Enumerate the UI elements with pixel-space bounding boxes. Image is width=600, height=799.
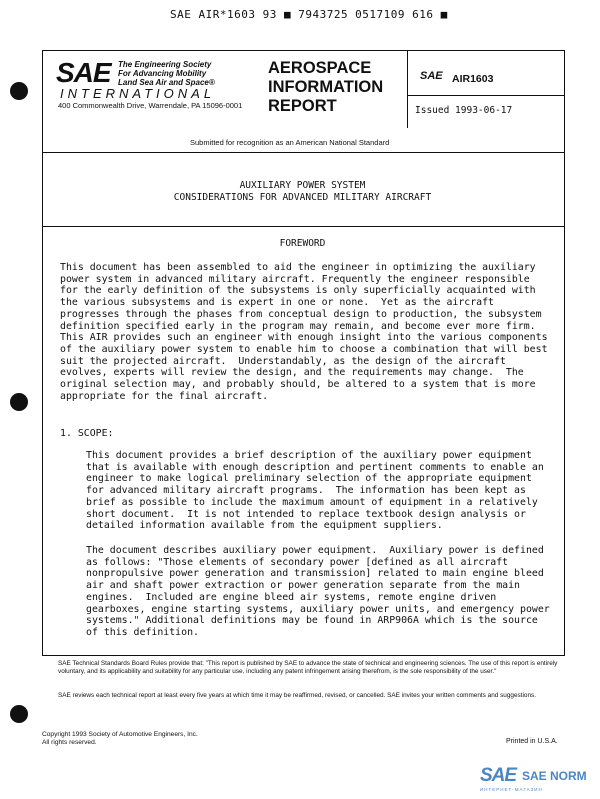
document-number: AIR1603 — [452, 73, 494, 85]
punch-hole — [10, 705, 28, 723]
report-title-line: AEROSPACE — [268, 59, 372, 77]
scope-heading: 1. SCOPE: — [60, 428, 114, 439]
title-divider — [42, 226, 565, 227]
sae-address: 400 Commonwealth Drive, Warrendale, PA 15096-0001 — [58, 101, 243, 110]
doc-number-divider — [407, 95, 565, 96]
punch-hole — [10, 393, 28, 411]
stamp-sae-logo: SAE — [480, 765, 517, 786]
stamp-subtitle: ИНТЕРНЕТ-МАГАЗИН — [480, 787, 543, 792]
top-document-code: SAE AIR*1603 93 ■ 7943725 0517109 616 ■ — [170, 8, 448, 21]
stamp-norm-text: SAE NORM — [522, 769, 587, 783]
sae-small-logo: SAE — [420, 70, 443, 82]
tagline-line: The Engineering Society — [118, 60, 212, 69]
report-title-line: INFORMATION — [268, 78, 384, 96]
punch-hole — [10, 82, 28, 100]
scope-paragraph-2: The document describes auxiliary power equipment. Auxiliary power is defined as follows: "Those elements of secondary power [defined as all aircraft nonpropulsive power generation and transmission] related to main engine bleed air and shaft power extraction or power generation separate from the main engines. Included are engine bleed air systems, remote engine driven gearboxes, engine starting systems, auxiliary power units, and emergency power systems." Additional definitions may be found in ARP906A which is the source of this definition. — [86, 545, 550, 638]
printed-in: Printed in U.S.A. — [506, 738, 558, 745]
sae-norm-watermark — [480, 765, 595, 793]
tagline-line: Land Sea Air and Space® — [118, 78, 215, 87]
review-policy: SAE reviews each technical report at least every five years at which time it may be reaffirmed, revised, or cancelled. SAE invites your written comments and suggestions. — [58, 692, 536, 699]
copyright-line: All rights reserved. — [42, 739, 97, 746]
sae-logo-mark: SAE — [56, 57, 111, 88]
scope-paragraph-1: This document provides a brief description of the auxiliary power equipment that is available with enough description and pertinent comments to enable an engineer to make logical preliminary selection of the appropriate equipment for advanced military aircraft programs. The information has been kept as brief as possible to include the maximum amount of equipment in a relatively short document. It is not intended to replace textbook design analysis or detailed information available from the equipment suppliers. — [86, 450, 544, 532]
copyright-line: Copyright 1993 Society of Automotive Engineers, Inc. — [42, 731, 198, 738]
standards-board-rules: SAE Technical Standards Board Rules provide that: "This report is published by SAE to advance the state of technical and engineering sciences. The use of this report is entirely voluntary, and its applicability and suitability for any particular use, including any patent infringement arising therefrom, is the sole responsibility of the user." — [58, 660, 558, 675]
registered-mark: ® — [208, 78, 215, 87]
sae-international-wordmark: INTERNATIONAL — [60, 86, 216, 101]
copyright-notice — [42, 731, 302, 747]
ansi-submission-note: Submitted for recognition as an American National Standard — [190, 138, 390, 147]
foreword-paragraph: This document has been assembled to aid the engineer in optimizing the auxiliary power system in advanced military aircraft. Frequently the engineer responsible for the early definition of the subsystems is only superficially acquainted with the various subsystems and is expert in one or none. Yet as the aircraft progresses through the phases from conceptual design to production, the subsystem definition specified early in the program may remain, and become ever more firm. This AIR provides such an engineer with enough insight into the various components of the auxiliary power system to enable him to choose a combination that will best suit the projected aircraft. Understandably, as the design of the aircraft evolves, experts will review the design, and the requirements may change. The original selection may, and probably should, be altered to a system that is more appropriate for the final aircraft. — [60, 262, 548, 402]
sae-logo-tagline — [118, 60, 248, 87]
document-title — [60, 180, 545, 204]
foreword-heading: FOREWORD — [279, 238, 326, 249]
issue-date: Issued 1993-06-17 — [415, 105, 513, 116]
header-divider — [42, 152, 565, 153]
tagline-line: For Advancing Mobility — [118, 69, 207, 78]
title-line: CONSIDERATIONS FOR ADVANCED MILITARY AIRCRAFT — [173, 192, 432, 203]
title-line: AUXILIARY POWER SYSTEM — [239, 180, 366, 191]
report-type-title — [268, 59, 408, 116]
report-title-line: REPORT — [268, 97, 337, 115]
